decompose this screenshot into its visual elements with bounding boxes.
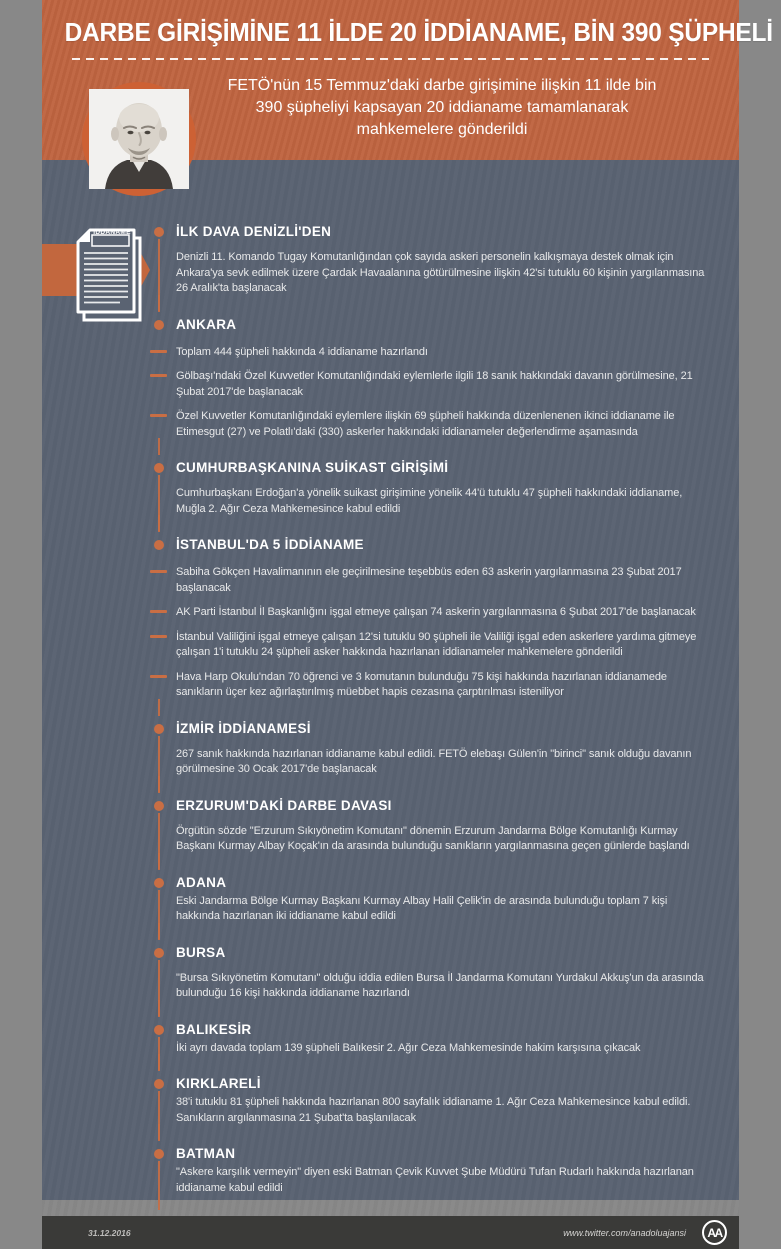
section-heading — [176, 1022, 711, 1038]
section-items — [176, 1041, 711, 1057]
twitter-url: www.twitter.com/anadoluajansi — [563, 1227, 686, 1238]
sub-item: Hava Harp Okulu'ndan 70 öğrenci ve 3 komutanın bulunduğu 75 kişi hakkında hazırlanan iddianamede sanıkların üçer kez ağırlaştırılmış müebbet hapis cezasına çarptırılması isteniliyor — [176, 670, 711, 701]
section — [176, 317, 711, 441]
section — [176, 460, 711, 517]
bullet-icon — [154, 1025, 164, 1035]
section-items — [176, 565, 711, 701]
section-items — [176, 747, 711, 778]
date-label: 31.12.2016 — [88, 1227, 131, 1238]
section-heading — [176, 1146, 711, 1162]
sub-item: AK Parti İstanbul İl Başkanlığını işgal etmeye çalışan 74 askerin yargılanmasına 6 Şubat 2017'de başlanacak — [176, 605, 711, 621]
section-items — [176, 824, 711, 855]
section-heading-label: BURSA — [176, 944, 226, 960]
infographic-page — [42, 0, 773, 1240]
section-paragraph: Cumhurbaşkanı Erdoğan'a yönelik suikast girişimine yönelik 44'ü tutuklu 47 şüpheli hakkındaki iddianame, Muğla 2. Ağır Ceza Mahkemesince kabul edildi — [176, 486, 711, 517]
section — [176, 875, 711, 925]
section-paragraph: İki ayrı davada toplam 139 şüpheli Balıkesir 2. Ağır Ceza Mahkemesinde hakim karşısına çıkacak — [176, 1041, 711, 1057]
subtitle: FETÖ'nün 15 Temmuz'daki darbe girişimine ilişkin 11 ilde bin 390 şüpheliyi kapsayan 20 iddianame tamamlanarak mahkemelere gönderildi — [227, 77, 657, 138]
sections-list — [42, 160, 739, 1196]
bullet-icon — [154, 948, 164, 958]
section-heading — [176, 460, 711, 476]
bullet-icon — [154, 463, 164, 473]
section-heading — [176, 875, 711, 891]
section-heading — [176, 1076, 711, 1092]
section — [176, 224, 711, 297]
bullet-icon — [154, 724, 164, 734]
section-heading-label: İZMİR İDDİANAMESİ — [176, 720, 311, 736]
portrait-photo — [82, 82, 196, 196]
section-heading — [176, 798, 711, 814]
section-heading-label: ERZURUM'DAKİ DARBE DAVASI — [176, 797, 392, 813]
section-heading-label: ANKARA — [176, 316, 237, 332]
section — [176, 1076, 711, 1126]
footer — [42, 1216, 739, 1249]
section-items — [176, 894, 711, 925]
content-area — [42, 160, 739, 1216]
document-badge-label: İDDANAME — [93, 229, 131, 236]
section-items — [176, 1095, 711, 1126]
section-items — [176, 486, 711, 517]
section-heading — [176, 721, 711, 737]
section-items — [176, 1165, 711, 1196]
section — [176, 721, 711, 778]
bullet-icon — [154, 1149, 164, 1159]
section-heading — [176, 317, 711, 333]
section — [176, 945, 711, 1002]
section-heading-label: ADANA — [176, 874, 227, 890]
section-paragraph: 38'i tutuklu 81 şüpheli hakkında hazırlanan 800 sayfalık iddianame 1. Ağır Ceza Mahkemesince kabul edildi. Sanıkların argılanmasına 21 Şubat'ta başlanılacak — [176, 1095, 711, 1126]
portrait-illustration — [89, 89, 189, 189]
section-paragraph: "Askere karşılık vermeyin" diyen eski Batman Çevik Kuvvet Şube Müdürü Tufan Rudarlı hakkında hazırlanan iddianame kabul edildi — [176, 1165, 711, 1196]
sub-item: Sabiha Gökçen Havalimanının ele geçirilmesine teşebbüs eden 63 askerin yargılanmasına 23 Şubat 2017 başlanacak — [176, 565, 711, 596]
section-paragraph: Denizli 11. Komando Tugay Komutanlığından çok sayıda askeri personelin kalkışmaya destek olmak için Ankara'ya sevk edilmek üzere Çardak Havaalanına götürülmesine ilişkin 42'si tutuklu 60 kişinin yargılanmasına 26 Aralık'ta başlanacak — [176, 250, 711, 297]
section-items — [176, 971, 711, 1002]
section-items — [176, 250, 711, 297]
section — [176, 537, 711, 701]
section-heading-label: İLK DAVA DENİZLİ'DEN — [176, 224, 332, 239]
section-heading-label: KIRKLARELİ — [176, 1076, 261, 1091]
dashed-divider — [72, 58, 709, 60]
bullet-icon — [154, 320, 164, 330]
section-heading-label: BATMAN — [176, 1146, 236, 1161]
section-heading-label: İSTANBUL'DA 5 İDDİANAME — [176, 537, 364, 552]
section-heading-label: CUMHURBAŞKANINA SUİKAST GİRİŞİMİ — [176, 460, 449, 475]
sub-item: Özel Kuvvetler Komutanlığındaki eylemlere ilişkin 69 şüpheli hakkında düzenlenenen ikinci iddianame ile Etimesgut (27) ve Polatlı'daki (330) askerler hakkındaki iddianameler değerlendirme aşamasında — [176, 409, 711, 440]
bullet-icon — [154, 878, 164, 888]
section-heading — [176, 537, 711, 553]
bullet-icon — [154, 227, 164, 237]
section-paragraph: "Bursa Sıkıyönetim Komutanı" olduğu iddia edilen Bursa İl Jandarma Komutanı Yurdakul Akkuş'un da arasında bulunduğu 16 kişi hakkında iddianame hazırlandı — [176, 971, 711, 1002]
section-heading — [176, 945, 711, 961]
section-items — [176, 345, 711, 441]
header — [42, 0, 773, 160]
sub-item: İstanbul Valiliğini işgal etmeye çalışan 12'si tutuklu 90 şüpheli ile Valiliği işgal eden askerlere yardıma gitmeye çalışan 1'i tutuklu 24 şüpheli asker hakkında hazırlanan iddianameler mahkemelere gönderildi — [176, 630, 711, 661]
sub-item: Toplam 444 şüpheli hakkında 4 iddianame hazırlandı — [176, 345, 711, 361]
bullet-icon — [154, 1079, 164, 1089]
section-paragraph: Eski Jandarma Bölge Kurmay Başkanı Kurmay Albay Halil Çelik'in de arasında bulunduğu toplam 7 kişi hakkında hazırlanan iki iddianame kabul edildi — [176, 894, 711, 925]
section-heading — [176, 224, 711, 240]
bullet-icon — [154, 540, 164, 550]
aa-agency-logo: AA — [702, 1220, 727, 1245]
section — [176, 798, 711, 855]
section-heading-label: BALIKESİR — [176, 1021, 252, 1037]
section-paragraph: 267 sanık hakkında hazırlanan iddianame kabul edildi. FETÖ elebaşı Gülen'in "birinci" sanık olduğu davanın görülmesine 30 Ocak 2017'de başlanacak — [176, 747, 711, 778]
page-title: DARBE GİRİŞİMİNE 11 İLDE 20 İDDİANAME, BİN 390 ŞÜPHELİ — [64, 17, 773, 47]
section — [176, 1022, 711, 1057]
section — [176, 1146, 711, 1196]
sub-item: Gölbaşı'ndaki Özel Kuvvetler Komutanlığındaki eylemlerle ilgili 18 sanık hakkındaki davanın görülmesine, 21 Şubat 2017'de başlanacak — [176, 369, 711, 400]
section-paragraph: Örgütün sözde "Erzurum Sıkıyönetim Komutanı" dönemin Erzurum Jandarma Bölge Komutanlığı Kurmay Başkanı Kurmay Albay Koçak'ın da arasında bulunduğu sanıkların yargılanmasına geçen günlerde başlandı — [176, 824, 711, 855]
bullet-icon — [154, 801, 164, 811]
